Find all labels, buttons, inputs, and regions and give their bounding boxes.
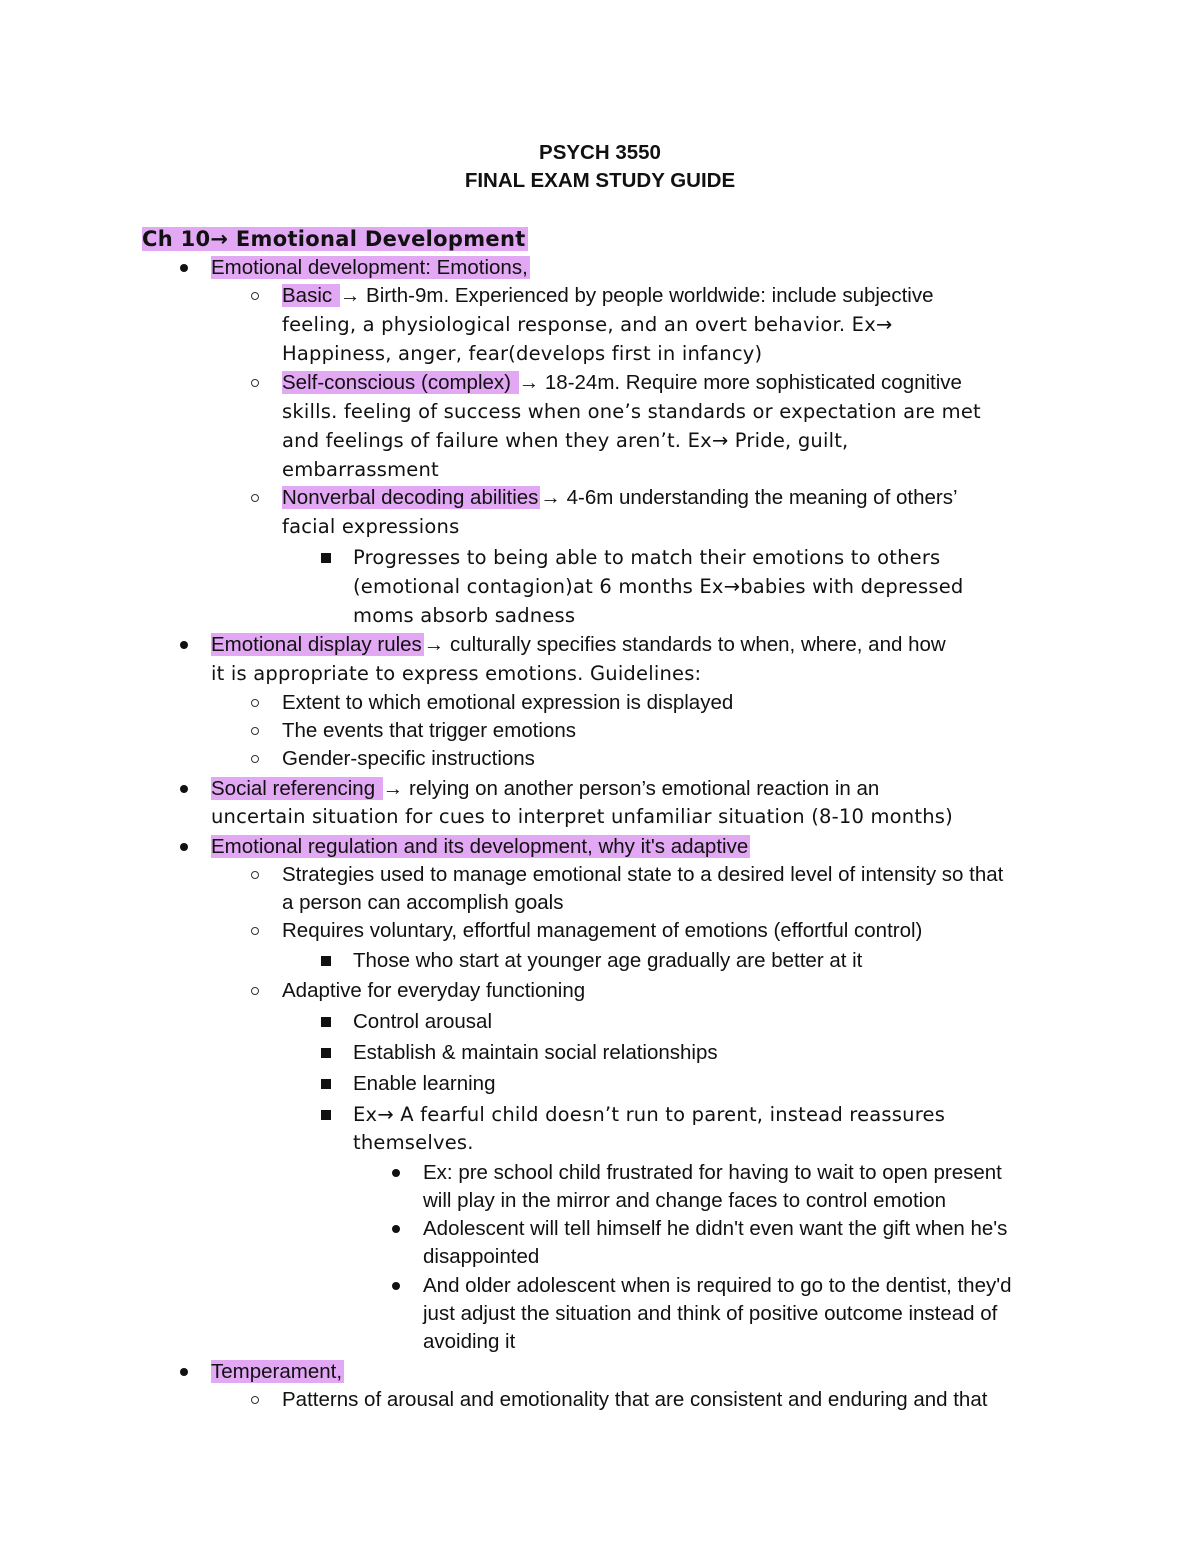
bullet-circle-icon — [251, 871, 259, 879]
text-line — [423, 1328, 515, 1356]
text-line — [353, 1008, 492, 1036]
line-text: → Birth-9m. Experienced by people worldwide: include subjective — [339, 284, 934, 307]
bullet-square-icon — [321, 1048, 331, 1058]
highlighted-term: Self-conscious (complex) — [282, 371, 517, 394]
text-line — [211, 1358, 344, 1386]
section-heading — [142, 225, 528, 253]
line-text: Patterns of arousal and emotionality that are consistent and enduring and that — [282, 1388, 988, 1411]
text-line — [282, 889, 563, 917]
text-line — [423, 1215, 1007, 1243]
line-text: Establish & maintain social relationships — [353, 1041, 718, 1064]
bullet-disc-icon — [180, 843, 188, 851]
text-line — [282, 513, 459, 541]
text-line — [353, 1070, 495, 1098]
text-line — [282, 977, 585, 1005]
line-text: Adolescent will tell himself he didn't even want the gift when he's — [423, 1217, 1008, 1240]
course-title: PSYCH 3550 — [539, 141, 661, 164]
line-text: themselves. — [353, 1131, 474, 1154]
text-line — [282, 745, 535, 773]
bullet-disc-icon — [392, 1282, 400, 1290]
text-line — [282, 427, 848, 455]
bullet-square-icon — [321, 956, 331, 966]
highlighted-term: Social referencing — [211, 777, 381, 800]
text-line — [282, 369, 962, 397]
text-line — [211, 660, 701, 688]
text-line — [353, 1039, 718, 1067]
line-text: Ex→ A fearful child doesn’t run to parent, instead reassures — [353, 1103, 946, 1126]
bullet-square-icon — [321, 1079, 331, 1089]
bullet-disc-icon — [180, 785, 188, 793]
text-line — [423, 1159, 1002, 1187]
line-text: skills. feeling of success when one’s standards or expectation are met — [282, 400, 981, 423]
text-line — [282, 484, 958, 512]
text-line — [282, 398, 981, 426]
highlighted-term: Emotional display rules — [211, 633, 422, 656]
line-text: embarrassment — [282, 458, 439, 481]
text-line — [211, 631, 946, 659]
line-text: moms absorb sadness — [353, 604, 576, 627]
line-text: feeling, a physiological response, and an overt behavior. Ex→ — [282, 313, 893, 336]
line-text: a person can accomplish goals — [282, 891, 564, 914]
text-line — [282, 717, 576, 745]
text-line — [353, 1101, 945, 1129]
line-text: Progresses to being able to match their emotions to others — [353, 546, 941, 569]
text-line — [211, 775, 879, 803]
text-line — [282, 689, 733, 717]
text-line — [353, 602, 575, 630]
bullet-square-icon — [321, 553, 331, 563]
line-text: disappointed — [423, 1245, 540, 1268]
line-text: Requires voluntary, effortful management of emotions (effortful control) — [282, 919, 923, 942]
bullet-circle-icon — [251, 727, 259, 735]
bullet-circle-icon — [251, 494, 259, 502]
bullet-circle-icon — [251, 379, 259, 387]
bullet-circle-icon — [251, 1396, 259, 1404]
line-text: and feelings of failure when they aren’t. Ex→ Pride, guilt, — [282, 429, 849, 452]
bullet-circle-icon — [251, 755, 259, 763]
line-text: will play in the mirror and change faces to control emotion — [423, 1189, 947, 1212]
line-text: Happiness, anger, fear(develops first in infancy) — [282, 342, 763, 365]
bullet-circle-icon — [251, 292, 259, 300]
text-line — [423, 1272, 1012, 1300]
bullet-disc-icon — [180, 641, 188, 649]
text-line — [282, 340, 762, 368]
bullet-disc-icon — [180, 264, 188, 272]
line-text: (emotional contagion)at 6 months Ex→babies with depressed — [353, 575, 964, 598]
bullet-circle-icon — [251, 987, 259, 995]
bullet-circle-icon — [251, 927, 259, 935]
line-text: Enable learning — [353, 1072, 496, 1095]
text-line — [353, 573, 963, 601]
line-text: Adaptive for everyday functioning — [282, 979, 586, 1002]
text-line — [211, 833, 750, 861]
text-line — [211, 254, 530, 282]
line-text: → culturally specifies standards to when, where, and how — [423, 633, 946, 656]
highlighted-term: Emotional development: Emotions, — [211, 256, 528, 279]
text-line — [282, 456, 439, 484]
line-text: And older adolescent when is required to go to the dentist, they'd — [423, 1274, 1012, 1297]
line-text: → relying on another person’s emotional reaction in an — [382, 777, 880, 800]
bullet-square-icon — [321, 1110, 331, 1120]
text-line — [423, 1243, 539, 1271]
line-text: Those who start at younger age gradually are better at it — [353, 949, 863, 972]
line-text: Ex: pre school child frustrated for having to wait to open present — [423, 1161, 1002, 1184]
line-text: → 4-6m understanding the meaning of others’ — [540, 486, 958, 509]
line-text: avoiding it — [423, 1330, 516, 1353]
line-text: Extent to which emotional expression is displayed — [282, 691, 734, 714]
text-line — [353, 947, 862, 975]
bullet-disc-icon — [392, 1225, 400, 1233]
line-text: → 18-24m. Require more sophisticated cognitive — [518, 371, 962, 394]
document-title: FINAL EXAM STUDY GUIDE — [464, 169, 736, 192]
text-line — [282, 1386, 987, 1414]
text-line — [353, 544, 940, 572]
text-line — [423, 1300, 997, 1328]
text-line — [282, 917, 922, 945]
line-text: it is appropriate to express emotions. Guidelines: — [211, 662, 702, 685]
bullet-circle-icon — [251, 699, 259, 707]
highlighted-term: Basic — [282, 284, 338, 307]
bullet-disc-icon — [180, 1368, 188, 1376]
text-line — [282, 861, 1003, 889]
line-text: uncertain situation for cues to interpret unfamiliar situation (8-10 months) — [211, 805, 953, 828]
text-line — [353, 1129, 474, 1157]
text-line — [423, 1187, 946, 1215]
line-text: The events that trigger emotions — [282, 719, 576, 742]
line-text: just adjust the situation and think of positive outcome instead of — [423, 1302, 998, 1325]
line-text: Strategies used to manage emotional state to a desired level of intensity so that — [282, 863, 1004, 886]
text-line — [282, 282, 934, 310]
text-line — [282, 311, 892, 339]
bullet-disc-icon — [392, 1169, 400, 1177]
highlighted-term: Nonverbal decoding abilities — [282, 486, 539, 509]
highlighted-term: Emotional regulation and its development, why it's adaptive — [211, 835, 749, 858]
bullet-square-icon — [321, 1017, 331, 1027]
line-text: Control arousal — [353, 1010, 493, 1033]
line-text: facial expressions — [282, 515, 460, 538]
text-line — [211, 803, 953, 831]
line-text: Gender-specific instructions — [282, 747, 535, 770]
section-heading-highlight: Ch 10→ Emotional Development — [142, 227, 526, 251]
highlighted-term: Temperament, — [211, 1360, 343, 1383]
